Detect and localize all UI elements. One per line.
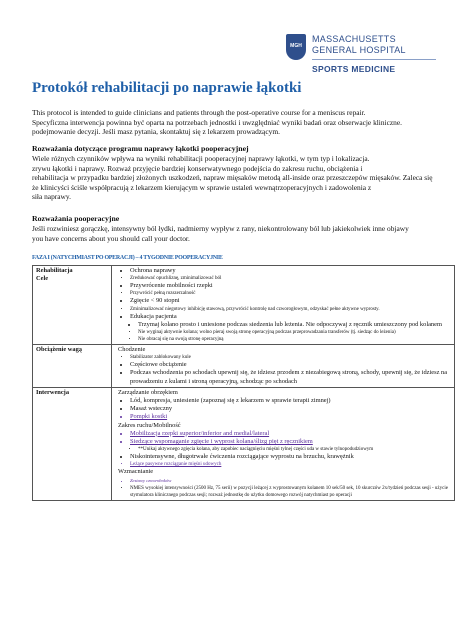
- postop-paragraph: [32, 224, 452, 243]
- list-item: • Edukacja pacjenta: [130, 313, 451, 321]
- heel-slide-link[interactable]: • Siedzące wspomaganie zgięcie i wyprost kolana/ślizg pięt z ręcznikiem: [130, 438, 451, 446]
- page-title: Protokół rehabilitacji po naprawie łąkotki: [32, 80, 302, 96]
- row-label-line: Cele: [36, 275, 49, 283]
- list-item: • Zredukować opuchliznę, zminimalizować ból: [130, 275, 451, 282]
- list-item: • Niskointensywne, długotrwałe ćwiczenia rozciągające wyprostu na brzuchu, krawężnik: [130, 453, 451, 461]
- program-line: siła naprawy.: [32, 192, 71, 202]
- list-item: • Lód, kompresja, uniesienie (zapoznaj się z lekarzem w sprawie terapii zimnej): [130, 397, 451, 405]
- intro-paragraph: [32, 108, 452, 137]
- row-label-goals: [33, 266, 112, 345]
- list-item: • Częściowe obciążenie: [130, 361, 451, 369]
- list-item: • Przywrócić pełną rozszerzalność: [130, 290, 451, 297]
- program-line: zrywu łąkotki i naprawy. Rozważ przyjęcie bardziej konserwatywnego podejścia do zakresu ruchu, obciążenia i: [32, 163, 363, 173]
- table-row: [33, 266, 455, 345]
- patellar-mobilization-link[interactable]: • Mobilizacja rzepki superior/inferior and medial/lateral: [130, 430, 451, 438]
- quad-sets-link[interactable]: • Zestawy czworoboków: [130, 477, 451, 485]
- logo-line-3: SPORTS MEDICINE: [312, 64, 396, 74]
- list-item: • Masaż wsteczny: [130, 405, 451, 413]
- list-item: • Zminimalizować niegotowy inhibicję stawową, przywrócić kontrolę nad czworogłowym, odzyskać pełne aktywne wyprosty.: [130, 306, 451, 313]
- sub-list-item: • Trzymaj kolano prosto i uniesione podczas siedzenia lub leżenia. Nie odpoczywaj z ręcznik umieszczony pod kolanem: [138, 321, 451, 329]
- intro-line: This protocol is intended to guide clinicians and patients through the post-operative course for a meniscus repair.: [32, 108, 366, 117]
- postop-line: you have concerns about you should call your doctor.: [32, 233, 190, 243]
- logo-line-2: GENERAL HOSPITAL: [312, 45, 406, 55]
- logo-divider: [312, 59, 436, 60]
- list-item: • NMES wysokiej intensywności (2500 Hz, 75 serii) w pozycji leżącej z wyprostowanym kolanem 10 sek/50 sek, 10 skurczów 2x/tydzień podczas sesji - użycie stymulatora klinicznego podczas sesji; rozważ jednostkę do użytku domowego rozwój natychmiast po operacji: [130, 485, 451, 499]
- table-row: [33, 345, 455, 388]
- strength-title: Wzmacnianie: [118, 468, 154, 476]
- shield-text: MGH: [290, 43, 302, 49]
- phase-heading: FAZA I (NATYCHMIAST PO OPERACJI) – 4 TYGODNIE POOPERACYJNIE: [32, 255, 223, 261]
- weight-cell: [112, 345, 455, 388]
- intervention-cell: [112, 387, 455, 500]
- rom-title: Zakres ruchu/Mobilność: [118, 421, 181, 429]
- section-heading-program: Rozważania dotyczące programu naprawy łąkotki pooperacyjnej: [32, 144, 249, 153]
- sub-list-item: • Nie wyginaj aktywnie kolana; wolno pieraj swoją stronę operacyjną podczas przeprowadzania transferów (tj. siedząc do leżenia): [138, 329, 451, 336]
- sub-list-item: • Nie obracaj się na swoją stronę operacyjną: [138, 336, 451, 343]
- list-item: • Przywrócenie mobilności rzepki: [130, 282, 451, 290]
- hospital-logo: [286, 30, 436, 84]
- program-paragraph: [32, 154, 452, 202]
- ankle-pumps-link[interactable]: • Pompki kostki: [130, 413, 451, 421]
- section-heading-postop: Rozważania pooperacyjne: [32, 214, 120, 223]
- intro-line: podejmowanie decyzji. Jeśli masz pytania, skontaktuj się z lekarzem prowadzącym.: [32, 127, 280, 137]
- sub-list-item: • **Unikaj aktywnego zgięcia kolana, aby zapobiec naciągnięciu mięśni tylnej części uda w stawie tylnopodudziowym: [138, 446, 451, 453]
- row-label-intervention: Interwencja: [33, 387, 112, 500]
- weight-title: Chodzenie: [118, 346, 146, 354]
- logo-line-1: MASSACHUSETTS: [312, 34, 396, 44]
- hamstring-stretch-link[interactable]: • Leżące pasywne rozciąganie mięśni udowych: [130, 461, 451, 468]
- postop-line: Jeśli rozwiniesz gorączkę, intensywny ból łydki, nadmierny wypływ z rany, niekontrolowany ból lub jakiekolwiek inne objawy: [32, 224, 409, 233]
- row-label-line: Rehabilitacja: [36, 267, 73, 274]
- list-item: • Zgięcie < 90 stopni: [130, 297, 451, 305]
- program-line: rehabilitacja w przypadku bardziej złożonych uszkodzeń, napraw mięsaków metodą all-inside oraz przeszczepów mięsaków. Zaleca się: [32, 173, 433, 183]
- intervention-title: Zarządzanie obrzękiem: [118, 388, 178, 396]
- list-item: • Podczas wchodzenia po schodach upewnij się, że idziesz przodem z niezabiegową stroną, schody, upewnij się, że idziesz na prowadzeniu z kulami i stroną operacyjną, schodząc po schodach: [130, 369, 451, 385]
- program-line: że klinicyści ściśle współpracują z lekarzem kierującym w sprawie ustaleń wewnątrzoperacyjnych i zadowolenia z: [32, 182, 372, 192]
- program-line: Wiele różnych czynników wpływa na wyniki rehabilitacji pooperacyjnej naprawy łąkotki, w tym typ i lokalizacja.: [32, 154, 370, 163]
- list-item: • Stabilizator zablokowany kule: [130, 354, 451, 361]
- goals-cell: [112, 266, 455, 345]
- intro-line: Specyficzna interwencja powinna być oparta na potrzebach jednostki i uwzględniać wyniki badań oraz obserwacje kliniczne.: [32, 117, 402, 127]
- table-row: [33, 387, 455, 500]
- phase-table: [32, 265, 455, 501]
- list-item: • Ochrona naprawy: [130, 267, 451, 275]
- row-label-weight: Obciążenie wagą: [33, 345, 112, 388]
